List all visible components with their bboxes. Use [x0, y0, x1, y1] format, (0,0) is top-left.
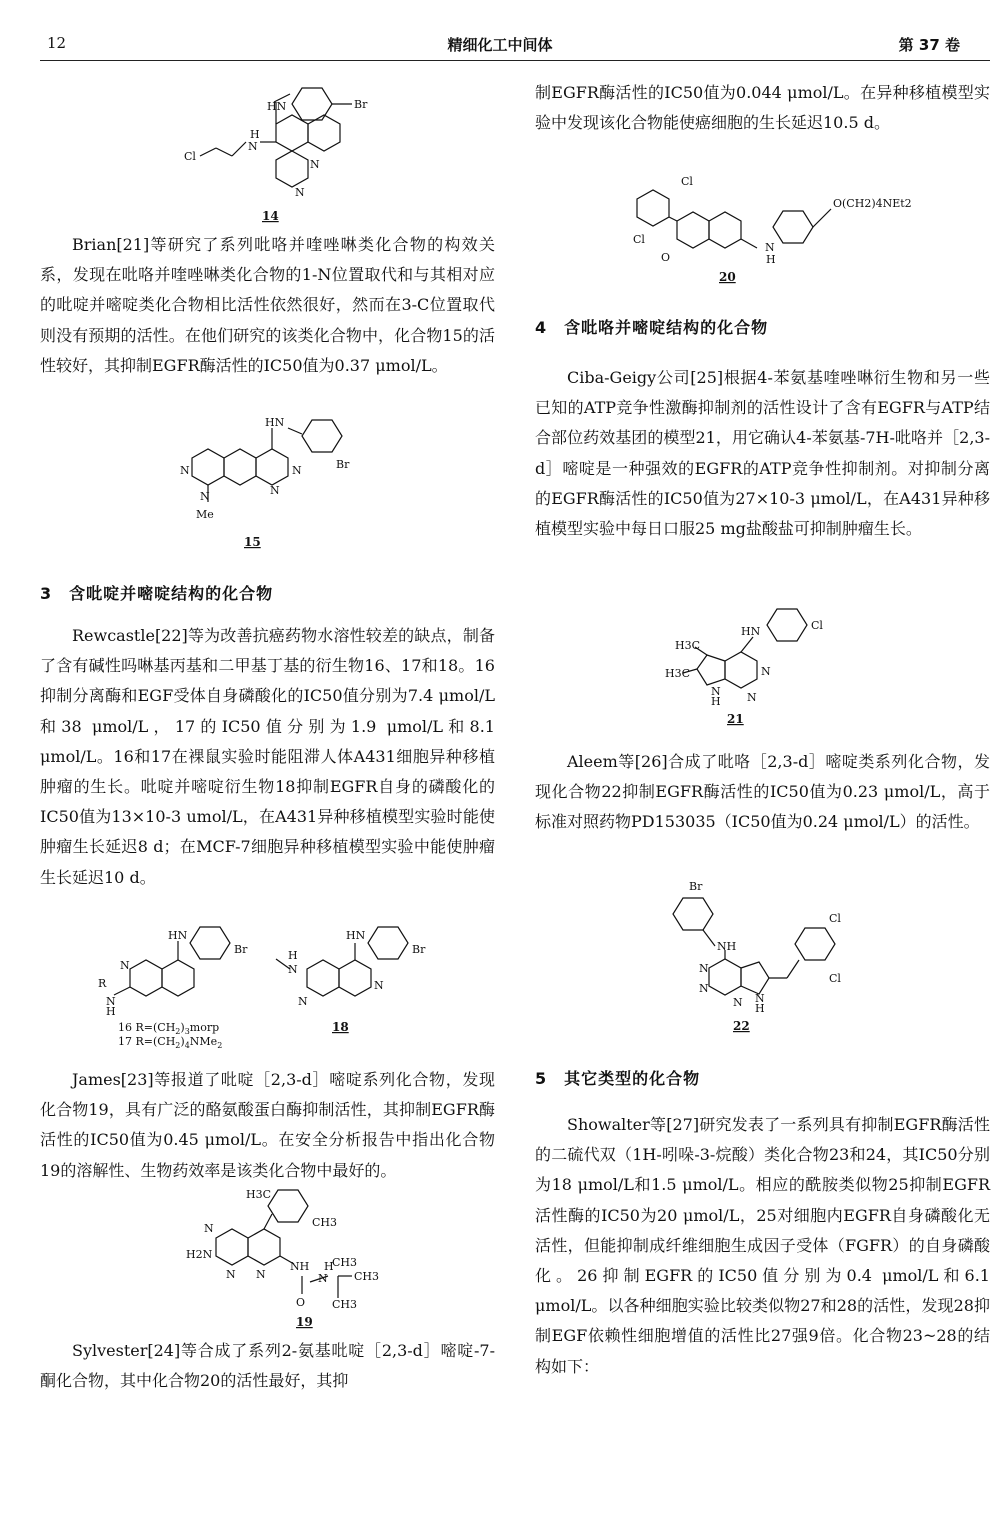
structure-20-drawing	[535, 169, 990, 299]
atom-label: N	[711, 685, 721, 698]
paragraph-aleem: Aleem等[26]合成了吡咯［2,3-d］嘧啶类系列化合物，发现化合物22抑制EGFR酶活性的IC50值为0.23 μmol/L，高于标准对照药物PD153035（IC50值为0.24 μmol/L）的活性。	[535, 752, 990, 832]
atom-label: N	[374, 979, 384, 992]
structure-22	[535, 868, 990, 1058]
structures-16-18-drawing	[40, 923, 495, 1065]
atom-label: N	[761, 665, 771, 678]
compound-number: 22	[733, 1019, 750, 1033]
atom-label: N	[204, 1222, 214, 1235]
compound-17-label: 17 $R=(CH_2)_4NMe_2$	[118, 1035, 223, 1050]
atom-label: CH3	[332, 1256, 358, 1269]
structure-14	[40, 78, 495, 230]
atom-label: N	[755, 992, 765, 1005]
atom-label: N	[298, 995, 308, 1008]
atom-label: N	[226, 1268, 236, 1281]
atom-label: Br	[354, 98, 368, 111]
journal-title: 精细化工中间体	[447, 36, 553, 54]
atom-label: Br	[412, 943, 426, 956]
atom-label: N	[120, 959, 130, 972]
atom-label: R	[98, 977, 107, 990]
section-3-heading: 3 含吡啶并嘧啶结构的化合物	[40, 584, 274, 603]
compound-number: 21	[727, 712, 744, 726]
page-number: 12	[47, 34, 67, 52]
atom-label: N	[292, 464, 302, 477]
atom-label: N	[106, 995, 116, 1008]
atom-label: H3C	[675, 639, 701, 652]
paragraph-rewcastle: Rewcastle[22]等为改善抗癌药物水溶性较差的缺点，制备了含有碱性吗啉基丙基和二甲基丁基的衍生物16、17和18。16抑制分离酶和EGF受体自身磷酸化的IC50值分别为7.4 μmol/L和38 μmol/L，17的IC50值分别为1.9 μmol/L和8.1 μmol/L。16和17在裸鼠实验时能阻滞人体A431细胞异种移植肿瘤的生长。吡啶并嘧啶衍生物18抑制EGFR自身的磷酸化的IC50值为13×10-3 umol/L，在A431异种移植模型实验时能使肿瘤生长延迟8 d；在MCF-7细胞异种移植模型实验中能使肿瘤生长延迟10 d。	[40, 626, 495, 887]
atom-label: Br	[234, 943, 248, 956]
paragraph-sylvester: Sylvester[24]等合成了系列2-氨基吡啶［2,3-d］嘧啶-7-酮化合物，其中化合物20的活性最好，其抑	[40, 1341, 495, 1391]
atom-label: N	[180, 464, 190, 477]
atom-label: H	[766, 253, 776, 266]
atom-label: H	[106, 1005, 116, 1018]
compound-16-label: 16 $R=(CH_2)_3morp$	[118, 1021, 220, 1036]
atom-label: N	[288, 963, 298, 976]
structure-15-drawing	[40, 410, 495, 575]
atom-label: H	[250, 128, 260, 141]
running-header	[0, 0, 1000, 62]
section-4-heading: 4 含吡咯并嘧啶结构的化合物	[535, 318, 769, 337]
compound-number: 19	[296, 1315, 313, 1329]
atom-label: Cl	[829, 972, 841, 985]
structure-14-drawing	[40, 78, 495, 230]
atom-label: CH3	[354, 1270, 380, 1283]
structure-21	[535, 605, 990, 747]
atom-label: Br	[336, 458, 350, 471]
atom-label: Cl	[633, 233, 645, 246]
paragraph-brian: Brian[21]等研究了系列吡咯并喹唑啉类化合物的构效关系，发现在吡咯并喹唑啉类化合物的1-N位置取代和与其相对应的吡啶并嘧啶类化合物相比活性依然很好，然而在3-C位置取代则没有预期的活性。在他们研究的该类化合物中，化合物15的活性较好，其抑制EGFR酶活性的IC50值为0.37 μmol/L。	[40, 235, 495, 375]
atom-label: CH3	[312, 1216, 338, 1229]
atom-label: CH3	[332, 1298, 358, 1311]
compound-number: 14	[262, 209, 279, 223]
compound-number: 20	[719, 270, 736, 284]
atom-label: HN	[267, 100, 287, 113]
atom-label: NH	[717, 940, 737, 953]
atom-label: H	[324, 1260, 334, 1273]
left-column	[40, 78, 495, 1396]
atom-label: N	[200, 490, 210, 503]
volume-label: 第 37 卷	[898, 36, 960, 54]
atom-label: N	[310, 158, 320, 171]
header-rule	[40, 60, 990, 61]
atom-label: N	[699, 982, 709, 995]
compound-number: 15	[244, 535, 261, 549]
structure-21-drawing	[535, 605, 990, 747]
atom-label: H3C	[246, 1188, 272, 1201]
atom-label: N	[699, 962, 709, 975]
atom-label: H3C	[665, 667, 691, 680]
atom-label: N	[295, 186, 305, 199]
atom-label: O	[661, 251, 671, 264]
atom-label: Br	[689, 880, 703, 893]
structure-15	[40, 410, 495, 575]
structure-19-drawing	[40, 1186, 495, 1336]
atom-label: N	[248, 140, 258, 153]
atom-label: Me	[196, 508, 214, 521]
atom-label: N	[733, 996, 743, 1009]
atom-label: H	[288, 949, 298, 962]
atom-label: Cl	[811, 619, 823, 632]
structure-19	[40, 1186, 495, 1336]
atom-label: NH	[290, 1260, 310, 1273]
atom-label: HN	[346, 929, 366, 942]
structures-16-17-18	[40, 923, 495, 1065]
atom-label: Cl	[829, 912, 841, 925]
atom-label: O(CH2)4NEt2	[833, 197, 912, 210]
paragraph-ciba: Ciba-Geigy公司[25]根据4-苯氨基喹唑啉衍生物和另一些已知的ATP竞争性激酶抑制剂的活性设计了含有EGFR与ATP结合部位药效基团的模型21，用它确认4-苯氨基-7H-吡咯并［2,3-d］嘧啶是一种强效的EGFR的ATP竞争性抑制剂。对抑制分离的EGFR酶活性的IC50值为27×10-3 μmol/L，在A431异种移植模型实验中每日口服25 mg盐酸盐可抑制肿瘤生长。	[535, 368, 990, 539]
atom-label: HN	[265, 416, 285, 429]
paragraph-showalter: Showalter等[27]研究发表了一系列具有抑制EGFR酶活性的二硫代双（1H-吲哚-3-烷酸）类化合物23和24，其IC50分别为18 μmol/L和1.5 μmol/L。相应的酰胺类似物25抑制EGFR活性酶的IC50为20 μmol/L，25对细胞内EGFR自身磷酸化无活性，但能抑制成纤维细胞生成因子受体（FGFR）的自身磷酸化。26抑制EGFR的IC50值分别为0.4 μmol/L和6.1 μmol/L。以各种细胞实验比较类似物27和28的活性，发现28抑制EGF依赖性细胞增值的活性比27强9倍。化合物23~28的结构如下：	[535, 1115, 990, 1376]
atom-label: HN	[168, 929, 188, 942]
atom-label: H2N	[186, 1248, 213, 1261]
atom-label: N	[765, 241, 775, 254]
structure-22-drawing	[535, 868, 990, 1058]
atom-label: N	[270, 484, 280, 497]
paragraph-james: James[23]等报道了吡啶［2,3-d］嘧啶系列化合物，发现化合物19，具有广泛的酪氨酸蛋白酶抑制活性，其抑制EGFR酶活性的IC50值为0.45 μmol/L。在安全分析报告中指出化合物19的溶解性、生物药效率是该类化合物中最好的。	[40, 1070, 495, 1180]
atom-label: H	[755, 1002, 765, 1015]
atom-label: Cl	[681, 175, 693, 188]
compound-number: 18	[332, 1020, 349, 1034]
atom-label: N	[747, 691, 757, 704]
section-5-heading: 5 其它类型的化合物	[535, 1069, 701, 1088]
atom-label: HN	[741, 625, 761, 638]
right-column	[535, 78, 990, 1382]
structure-20	[535, 169, 990, 299]
atom-label: Cl	[184, 150, 196, 163]
atom-label: N	[318, 1272, 328, 1285]
atom-label: H	[711, 695, 721, 708]
paragraph-sylvester-continued: 制EGFR酶活性的IC50值为0.044 μmol/L。在异种移植模型实验中发现该化合物能使癌细胞的生长延迟10.5 d。	[535, 83, 990, 133]
atom-label: N	[256, 1268, 266, 1281]
atom-label: O	[296, 1296, 306, 1309]
